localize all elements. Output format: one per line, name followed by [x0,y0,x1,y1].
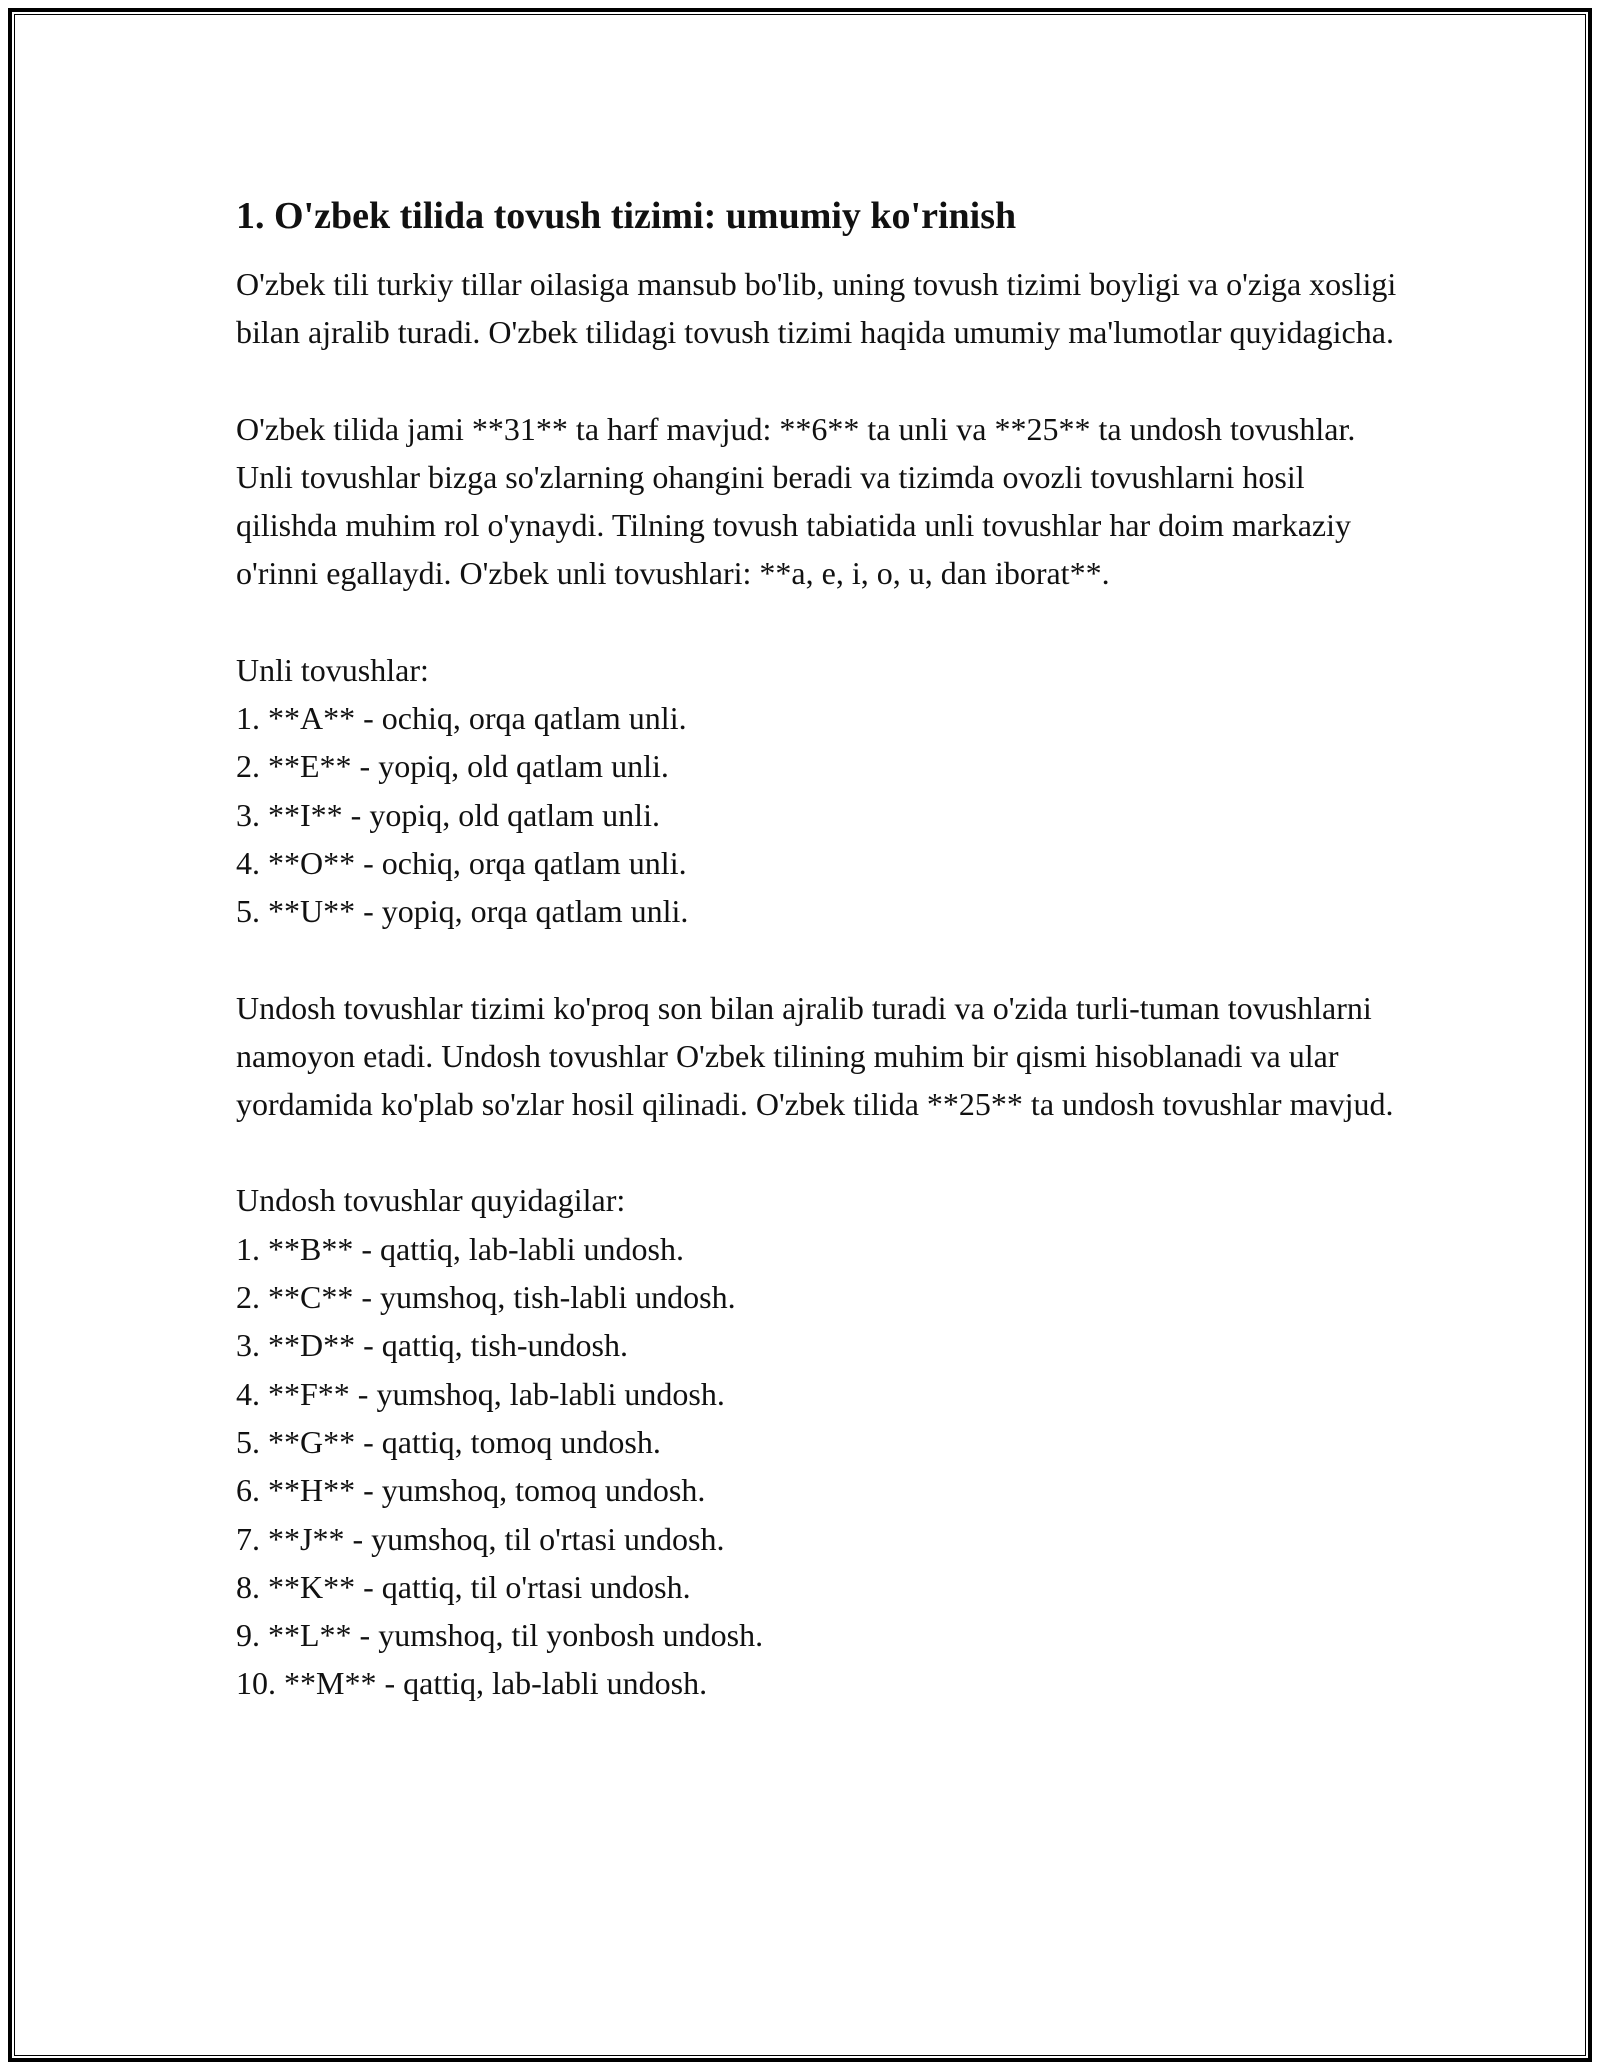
list-item: 9. **L** - yumshoq, til yonbosh undosh. [236,1617,764,1654]
list-item: 3. **D** - qattiq, tish-undosh. [236,1327,628,1364]
document-content [236,192,1406,1708]
letters-paragraph: O'zbek tilida jami **31** ta harf mavjud: **6** ta unli va **25** ta undosh tovushlar. Unli tovushlar bizga so'zlarning ohangini beradi va tizimda ovozli tovushlarni hosil qilishda muhim rol o'ynaydi. Tilning tovush tabiatida unli tovushlar har doim markaziy o'rinni egallaydi. O'zbek unli tovushlari: **a, e, i, o, u, dan iborat**. [236,410,1356,592]
list-item: 2. **E** - yopiq, old qatlam unli. [236,748,669,785]
paragraph-gap [236,1128,1406,1176]
list-item: 1. **A** - ochiq, orqa qatlam unli. [236,700,687,737]
list-item: 6. **H** - yumshoq, tomoq undosh. [236,1472,706,1509]
list-item: 7. **J** - yumshoq, til o'rtasi undosh. [236,1520,725,1557]
paragraph-gap [236,357,1406,405]
document-page [8,8,1592,2062]
list-item: 4. **F** - yumshoq, lab-labli undosh. [236,1375,725,1412]
paragraph-gap [236,598,1406,646]
list-item: 8. **K** - qattiq, til o'rtasi undosh. [236,1568,691,1605]
intro-paragraph: O'zbek tili turkiy tillar oilasiga mansub bo'lib, uning tovush tizimi boyligi va o'ziga xosligi bilan ajralib turadi. O'zbek tilidagi tovush tizimi haqida umumiy ma'lumotlar quyidagicha. [236,266,1397,351]
list-item: 3. **I** - yopiq, old qatlam unli. [236,796,660,833]
section-title: 1. O'zbek tilida tovush tizimi: umumiy ko'rinish [236,195,1017,237]
vowels-list [236,694,1406,935]
consonants-paragraph: Undosh tovushlar tizimi ko'proq son bilan ajralib turadi va o'zida turli-tuman tovushlarni namoyon etadi. Undosh tovushlar O'zbek tilining muhim bir qismi hisoblanadi va ular yordamida ko'plab so'zlar hosil qilinadi. O'zbek tilida **25** ta undosh tovushlar mavjud. [236,989,1394,1123]
list-item: 1. **B** - qattiq, lab-labli undosh. [236,1230,684,1267]
list-item: 5. **G** - qattiq, tomoq undosh. [236,1423,661,1460]
list-item: 2. **C** - yumshoq, tish-labli undosh. [236,1279,736,1316]
list-item: 10. **M** - qattiq, lab-labli undosh. [236,1665,708,1702]
paragraph-gap [236,936,1406,984]
vowels-heading: Unli tovushlar: [236,651,429,688]
consonants-heading: Undosh tovushlar quyidagilar: [236,1182,626,1219]
list-item: 4. **O** - ochiq, orqa qatlam unli. [236,844,687,881]
consonants-list [236,1225,1406,1708]
list-item: 5. **U** - yopiq, orqa qatlam unli. [236,893,689,930]
